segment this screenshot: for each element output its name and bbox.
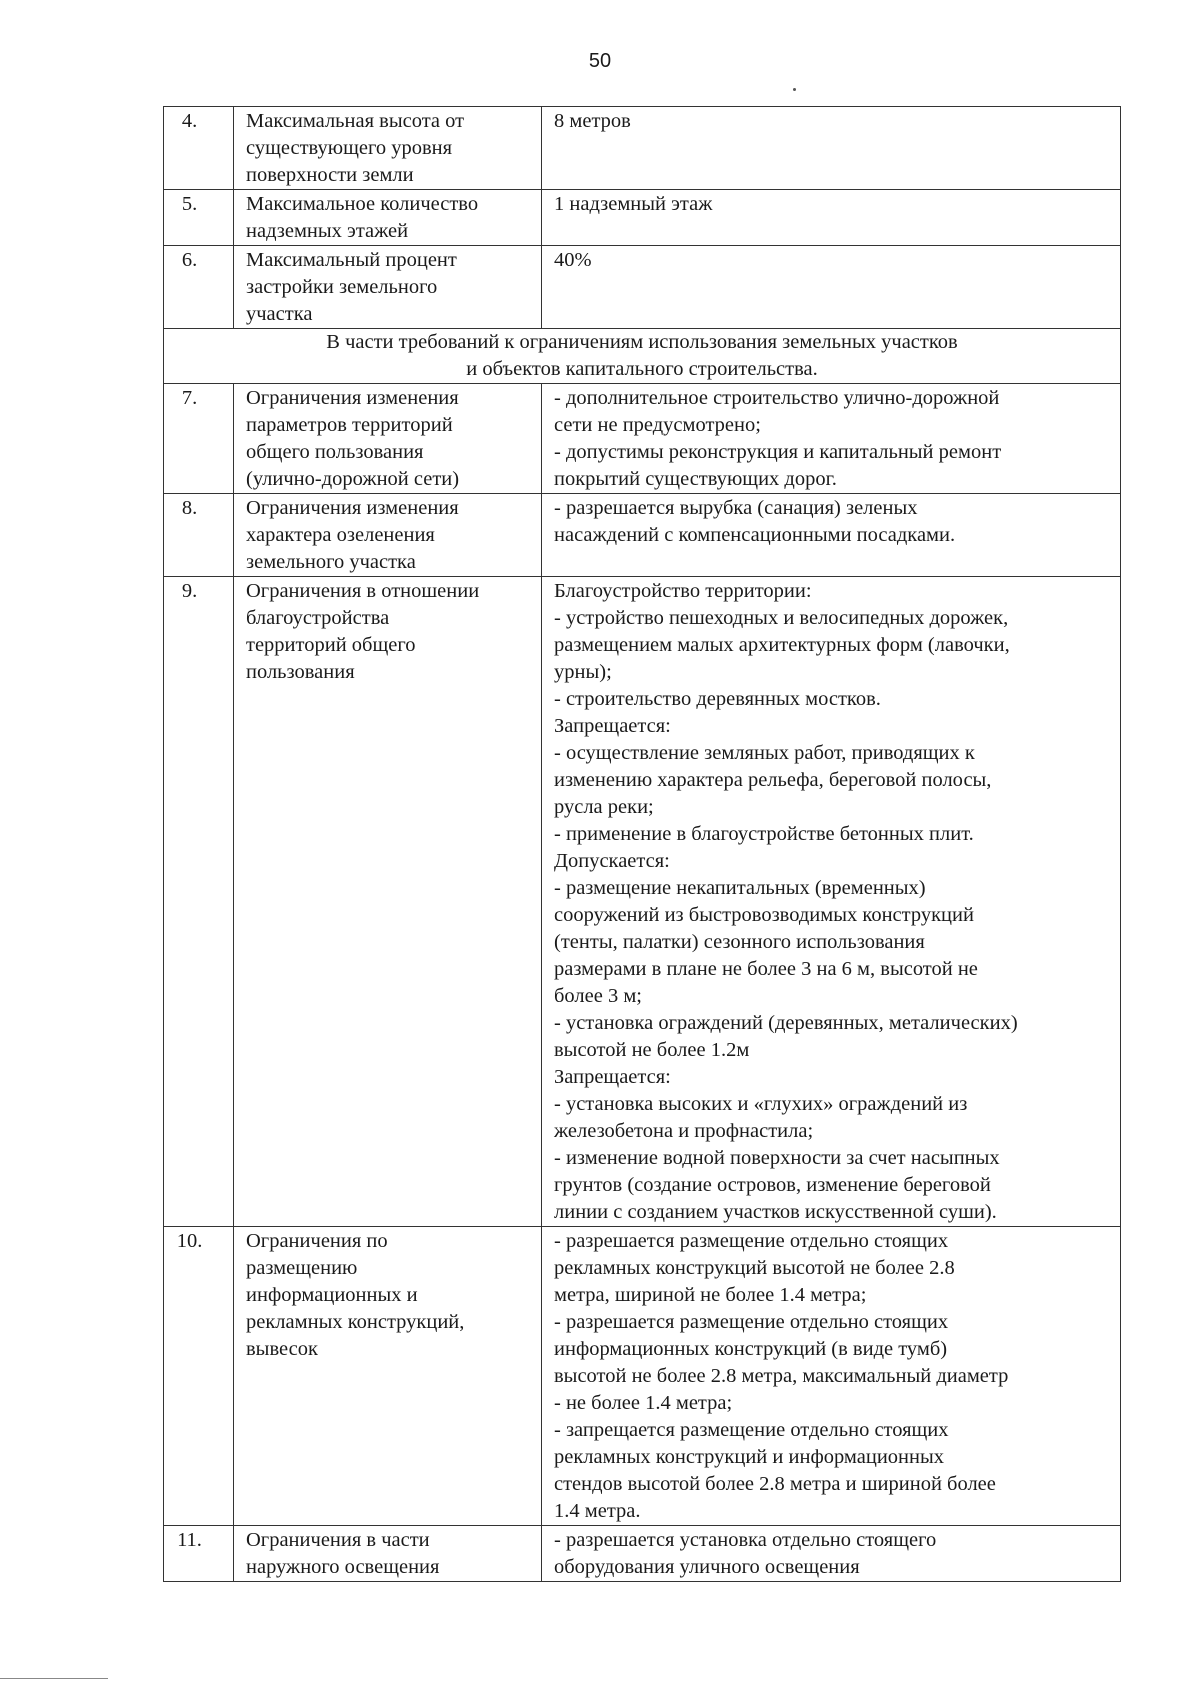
page-number: 50 <box>588 50 612 72</box>
row-value-line: рекламных конструкций высотой не более 2.8 <box>554 1257 955 1279</box>
bottom-rule <box>0 1678 108 1679</box>
table-row <box>164 494 1121 577</box>
row-value-line: информационных конструкций (в виде тумб) <box>554 1338 948 1360</box>
row-value-line: линии с созданием участков искусственной суши). <box>554 1201 997 1223</box>
row-value <box>542 246 1121 329</box>
row-parameter-line: Максимальный процент <box>246 249 457 271</box>
row-value-line: - разрешается установка отдельно стоящего <box>554 1529 937 1551</box>
row-parameter <box>234 1526 542 1582</box>
row-value-line: высотой не более 1.2м <box>554 1039 750 1061</box>
table-row <box>164 107 1121 190</box>
section-heading-line: В части требований к ограничениям использования земельных участков <box>326 331 958 353</box>
row-parameter-line: территорий общего <box>246 634 416 656</box>
row-value-line: - не более 1.4 метра; <box>554 1392 733 1414</box>
row-parameter-line: Ограничения изменения <box>246 497 459 519</box>
row-value <box>542 1526 1121 1582</box>
row-parameter-line: Ограничения изменения <box>246 387 459 409</box>
row-value-line: - строительство деревянных мостков. <box>554 688 881 710</box>
row-value <box>542 384 1121 494</box>
row-value-line: грунтов (создание островов, изменение береговой <box>554 1174 991 1196</box>
row-value-line: русла реки; <box>554 796 654 818</box>
row-parameter <box>234 577 542 1227</box>
row-number: 9. <box>164 577 234 1227</box>
row-value-line: - осуществление земляных работ, приводящих к <box>554 742 975 764</box>
section-heading-line: и объектов капитального строительства. <box>466 358 818 380</box>
row-parameter <box>234 1227 542 1526</box>
row-parameter-line: существующего уровня <box>246 137 453 159</box>
row-parameter-line: благоустройства <box>246 607 390 629</box>
table-row <box>164 1526 1121 1582</box>
row-parameter-line: (улично-дорожной сети) <box>246 468 460 490</box>
row-parameter-line: Максимальная высота от <box>246 110 465 132</box>
row-parameter-line: надземных этажей <box>246 220 409 242</box>
row-parameter-line: Максимальное количество <box>246 193 479 215</box>
table-row <box>164 190 1121 246</box>
row-value-line: - размещение некапитальных (временных) <box>554 877 926 899</box>
row-parameter-line: Ограничения в отношении <box>246 580 480 602</box>
row-value-line: 8 метров <box>554 110 631 132</box>
row-value-line: 1.4 метра. <box>554 1500 641 1522</box>
row-value-line: - допустимы реконструкция и капитальный ремонт <box>554 441 1002 463</box>
row-value-line: - устройство пешеходных и велосипедных дорожек, <box>554 607 1009 629</box>
row-number: 4. <box>164 107 234 190</box>
row-value-line: 1 надземный этаж <box>554 193 713 215</box>
row-value-line: Запрещается: <box>554 1066 671 1088</box>
row-value-line: покрытий существующих дорог. <box>554 468 837 490</box>
row-value-line: - разрешается размещение отдельно стоящих <box>554 1311 949 1333</box>
row-parameter <box>234 107 542 190</box>
row-value-line: Допускается: <box>554 850 670 872</box>
row-value-line: изменению характера рельефа, береговой полосы, <box>554 769 992 791</box>
table-body <box>164 107 1121 1582</box>
row-value-line: - изменение водной поверхности за счет насыпных <box>554 1147 1000 1169</box>
row-value-line: сооружений из быстровозводимых конструкций <box>554 904 974 926</box>
row-parameter-line: пользования <box>246 661 355 683</box>
row-parameter-line: информационных и <box>246 1284 418 1306</box>
row-value-line: 40% <box>554 249 592 271</box>
table-row <box>164 384 1121 494</box>
table-row <box>164 1227 1121 1526</box>
row-value-line: высотой не более 2.8 метра, максимальный диаметр <box>554 1365 1009 1387</box>
row-value-line: - разрешается вырубка (санация) зеленых <box>554 497 918 519</box>
table-row <box>164 246 1121 329</box>
row-value-line: Запрещается: <box>554 715 671 737</box>
row-parameter-line: параметров территорий <box>246 414 453 436</box>
row-number: 5. <box>164 190 234 246</box>
row-value <box>542 190 1121 246</box>
row-value-line: - установка ограждений (деревянных, металических) <box>554 1012 1018 1034</box>
row-value-line: - применение в благоустройстве бетонных плит. <box>554 823 974 845</box>
row-value-line: урны); <box>554 661 612 683</box>
row-parameter-line: общего пользования <box>246 441 424 463</box>
row-value <box>542 494 1121 577</box>
row-value-line: - дополнительное строительство улично-дорожной <box>554 387 1000 409</box>
row-value-line: - установка высоких и «глухих» ограждений из <box>554 1093 968 1115</box>
row-parameter-line: Ограничения по <box>246 1230 388 1252</box>
row-number: 8. <box>164 494 234 577</box>
row-value-line: рекламных конструкций и информационных <box>554 1446 945 1468</box>
row-number: 6. <box>164 246 234 329</box>
scan-speck <box>793 88 796 91</box>
row-parameter-line: рекламных конструкций, <box>246 1311 465 1333</box>
row-value-line: сети не предусмотрено; <box>554 414 761 436</box>
row-value-line: размещением малых архитектурных форм (лавочки, <box>554 634 1010 656</box>
row-value-line: железобетона и профнастила; <box>554 1120 814 1142</box>
row-number: 7. <box>164 384 234 494</box>
row-parameter <box>234 384 542 494</box>
row-value <box>542 577 1121 1227</box>
section-row <box>164 329 1121 384</box>
row-value-line: метра, шириной не более 1.4 метра; <box>554 1284 867 1306</box>
row-value-line: более 3 м; <box>554 985 643 1007</box>
row-value-line: - запрещается размещение отдельно стоящих <box>554 1419 949 1441</box>
row-parameter-line: Ограничения в части <box>246 1529 430 1551</box>
row-value-line: насаждений с компенсационными посадками. <box>554 524 956 546</box>
row-value-line: - разрешается размещение отдельно стоящих <box>554 1230 949 1252</box>
regulations-table <box>163 106 1121 1582</box>
row-parameter <box>234 190 542 246</box>
row-parameter-line: характера озеленения <box>246 524 435 546</box>
row-number: 10. <box>164 1227 234 1526</box>
row-parameter-line: земельного участка <box>246 551 416 573</box>
row-number: 11. <box>164 1526 234 1582</box>
row-parameter-line: участка <box>246 303 313 325</box>
row-parameter-line: застройки земельного <box>246 276 438 298</box>
row-value <box>542 1227 1121 1526</box>
row-parameter <box>234 246 542 329</box>
row-value-line: стендов высотой более 2.8 метра и шириной более <box>554 1473 996 1495</box>
row-parameter-line: размещению <box>246 1257 358 1279</box>
row-value-line: размерами в плане не более 3 на 6 м, высотой не <box>554 958 978 980</box>
row-parameter <box>234 494 542 577</box>
row-value-line: (тенты, палатки) сезонного использования <box>554 931 925 953</box>
section-heading <box>164 329 1121 384</box>
row-parameter-line: поверхности земли <box>246 164 414 186</box>
row-value-line: Благоустройство территории: <box>554 580 812 602</box>
table-row <box>164 577 1121 1227</box>
row-parameter-line: наружного освещения <box>246 1556 440 1578</box>
row-parameter-line: вывесок <box>246 1338 318 1360</box>
row-value-line: оборудования уличного освещения <box>554 1556 860 1578</box>
row-value <box>542 107 1121 190</box>
